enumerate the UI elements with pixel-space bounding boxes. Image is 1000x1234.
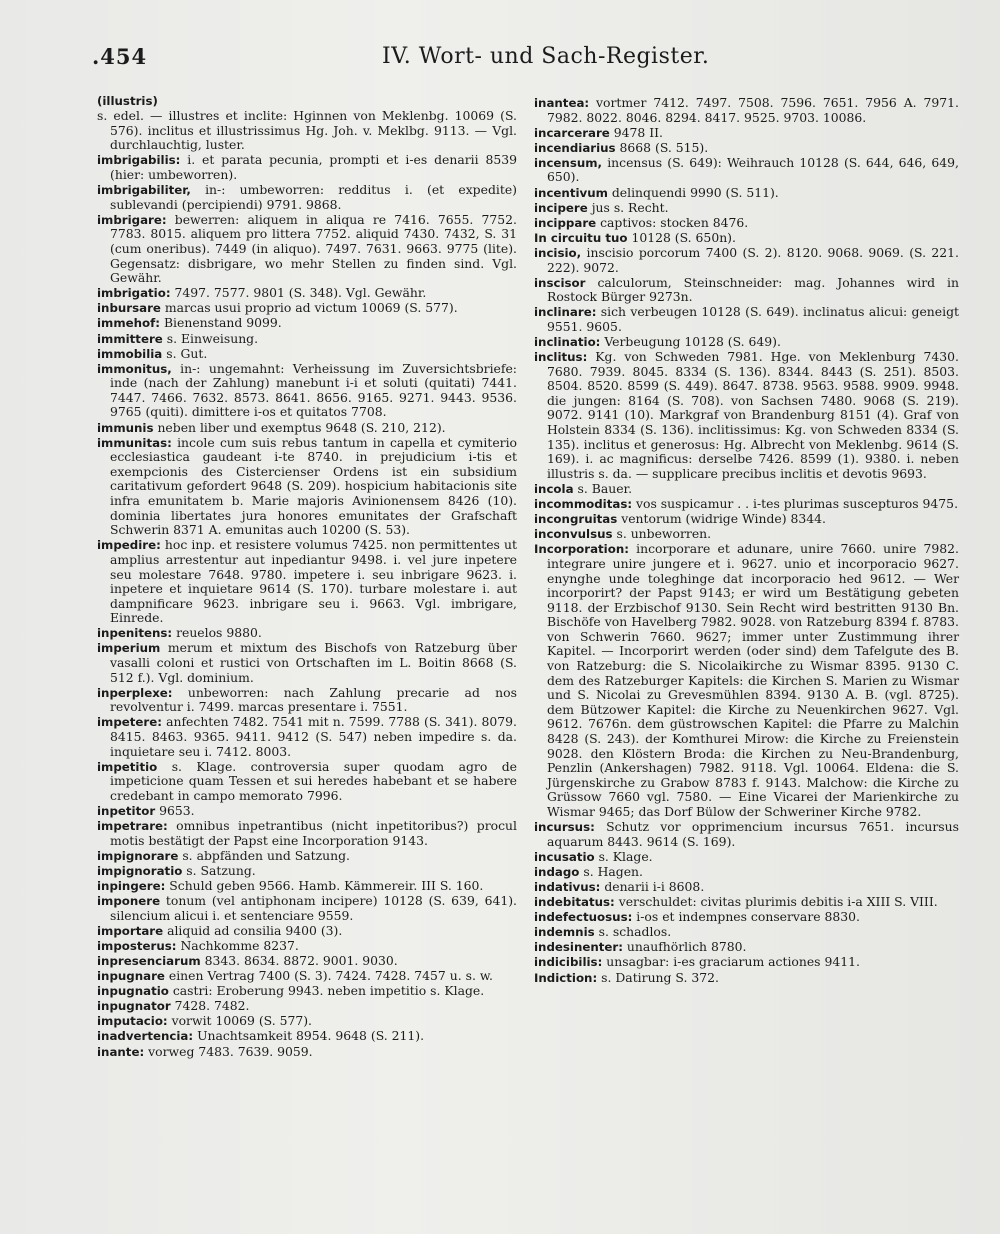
- register-entry: [97, 924, 517, 939]
- register-entry: [534, 126, 959, 141]
- entry-text: i. et parata pecunia, prompti et i-es denarii 8539 (hier: umbeworren).: [110, 152, 517, 182]
- entry-headword: imponere: [97, 894, 161, 909]
- register-entry: [97, 879, 517, 894]
- register-entry: [97, 362, 517, 420]
- entry-headword: inclitus:: [534, 350, 588, 365]
- register-entry: [97, 1045, 517, 1060]
- entry-text: einen Vertrag 7400 (S. 3). 7424. 7428. 7457 u. s. w.: [168, 968, 493, 984]
- entry-headword: inbursare: [97, 301, 161, 316]
- entry-headword: inpetitor: [97, 804, 156, 818]
- register-entry: [97, 939, 517, 954]
- entry-text: vorweg 7483. 7639. 9059.: [148, 1043, 313, 1059]
- register-entry: [97, 954, 517, 969]
- register-entry: [97, 969, 517, 984]
- entry-headword: inconvulsus: [534, 527, 613, 542]
- entry-text: s. Einweisung.: [166, 330, 259, 346]
- entry-headword: inadvertencia:: [97, 1029, 194, 1044]
- entry-text: s. Hagen.: [583, 863, 643, 879]
- entry-headword: immittere: [97, 331, 163, 346]
- register-entry: [534, 971, 959, 986]
- entry-text: 9478 II.: [613, 124, 663, 140]
- entry-text: hoc inp. et resistere volumus 7425. non permittentes ut amplius arrestentur aut inpediantur 9498. i. vel jure inpetere seu molestare 7648. 9780. impetere i. seu inbrigare 9623. i. inpetere et inquietare 9614 (S. 170). turbare molestare i. aut dampnificare 9623. inbrigare seu i. 9663. Vgl. imbrigare, Einrede.: [110, 537, 517, 626]
- register-entry: [97, 686, 517, 715]
- entry-headword: indicibilis:: [534, 955, 603, 970]
- entry-headword: indemnis: [534, 925, 595, 940]
- register-entry: [534, 96, 959, 125]
- entry-headword: incipere: [534, 200, 588, 215]
- entry-text: Schutz vor opprimencium incursus 7651. incursus aquarum 8443. 9614 (S. 169).: [547, 819, 959, 849]
- register-entry: [534, 820, 959, 849]
- register-entry: [97, 894, 517, 923]
- entry-headword: (illustris): [97, 94, 158, 108]
- entry-headword: imbrigabilis:: [97, 153, 181, 168]
- entry-text: denarii i-i 8608.: [604, 878, 705, 894]
- register-entry: [97, 641, 517, 685]
- entry-headword: imbrigare:: [97, 212, 167, 227]
- entry-text: in-: umbeworren: redditus i. (et expedite) sublevandi (percipiendi) 9791. 9868.: [110, 182, 517, 212]
- entry-text: sich verbeugen 10128 (S. 649). inclinatus alicui: geneigt 9551. 9605.: [547, 304, 959, 334]
- entry-text: vortmer 7412. 7497. 7508. 7596. 7651. 7956 A. 7971. 7982. 8022. 8046. 8294. 8417. 9525. 9703. 10086.: [547, 95, 959, 125]
- entry-text: s. Bauer.: [577, 480, 633, 496]
- register-entry: [97, 421, 517, 436]
- register-entry: [97, 804, 517, 819]
- register-entry: [97, 760, 517, 804]
- entry-headword: indebitatus:: [534, 895, 615, 910]
- entry-headword: incommoditas:: [534, 497, 633, 512]
- entry-headword: inpresenciarum: [97, 953, 201, 968]
- entry-headword: incippare: [534, 215, 597, 230]
- entry-text: 8668 (S. 515).: [619, 139, 709, 155]
- register-entry: [97, 1014, 517, 1029]
- entry-text: verschuldet: civitas plurimis debitis i-a XIII S. VIII.: [618, 894, 938, 910]
- entry-text: neben liber und exemptus 9648 (S. 210, 212).: [157, 419, 446, 435]
- entry-headword: incursus:: [534, 820, 595, 835]
- entry-headword: imbrigatio:: [97, 286, 171, 301]
- entry-text: Nachkomme 8237.: [180, 937, 299, 953]
- entry-text: Bienenstand 9099.: [163, 315, 282, 331]
- register-entry: [97, 999, 517, 1014]
- entry-text: unbeworren: nach Zahlung precarie ad nos revolventur i. 7499. marcas presentare i. 7551.: [110, 684, 517, 715]
- register-entry: [534, 880, 959, 895]
- entry-text: incole cum suis rebus tantum in capella et cymiterio ecclesiastica gaudeant i-te 8740. in prejudicium i-tis et exempcionis des Cistercienser Ordens ist ein subsidium caritativum gefordert 9648 (S. 209). hospicium habitacionis site infra emunitatem b. Marie majoris Avinionensem 8426 (10). dominia libertates jura honores emunitates der Grafschaft Schwerin 8371 A. emunitas auch 10200 (S. 53).: [110, 434, 517, 538]
- entry-text: Schuld geben 9566. Hamb. Kämmereir. III S. 160.: [169, 877, 484, 893]
- entry-text: delinquendi 9990 (S. 511).: [611, 184, 779, 200]
- entry-text: merum et mixtum des Bischofs von Ratzeburg über vasalli coloni et rustici von Ortschaften im L. Boitin 8668 (S. 512 f.). Vgl. dominium.: [110, 640, 517, 685]
- register-entry: [534, 940, 959, 955]
- entry-headword: imputacio:: [97, 1014, 168, 1029]
- entry-headword: incola: [534, 481, 574, 496]
- register-entry: [534, 156, 959, 185]
- register-entry: [97, 347, 517, 362]
- entry-headword: impignorare: [97, 848, 179, 863]
- entry-text: tonum (vel antiphonam incipere) 10128 (S. 639, 641). silencium alicui i. et sentenciare 9559.: [110, 893, 517, 923]
- register-entry: [97, 715, 517, 759]
- entry-headword: inpenitens:: [97, 626, 173, 641]
- entry-text: marcas usui proprio ad victum 10069 (S. 577).: [164, 300, 458, 316]
- entry-text: vos suspicamur . . i-tes plurimas suscepturos 9475.: [636, 496, 959, 512]
- entry-headword: incisio,: [534, 245, 582, 260]
- entry-headword: inpugnator: [97, 999, 171, 1014]
- register-entry: [534, 246, 959, 275]
- entry-headword: inpugnare: [97, 969, 165, 984]
- register-entry: [97, 153, 517, 182]
- register-entry: [97, 94, 517, 109]
- entry-text: 7497. 7577. 9801 (S. 348). Vgl. Gewähr.: [174, 285, 427, 301]
- entry-headword: inpingere:: [97, 878, 166, 893]
- entry-text: omnibus inpetrantibus (nicht inpetitoribus?) procul motis bestätigt der Papst eine Incorporation 9143.: [110, 818, 517, 848]
- register-entry: [97, 301, 517, 316]
- right-column: [534, 96, 959, 986]
- register-entry: [534, 910, 959, 925]
- entry-text: incensus (S. 649): Weihrauch 10128 (S. 644, 646, 649, 650).: [547, 154, 959, 185]
- entry-headword: impignoratio: [97, 863, 183, 878]
- entry-text: s. edel. — illustres et inclite: Hginnen von Meklenbg. 10069 (S. 576). inclitus et illustrissimus Hg. Joh. v. Meklbg. 9113. — Vgl. durchlauchtig, luster.: [97, 108, 517, 153]
- entry-text: Kg. von Schweden 7981. Hge. von Meklenburg 7430. 7680. 7939. 8045. 8334 (S. 136). 8344. 8443 (S. 251). 8503. 8504. 8520. 8599 (S. 449). 8647. 8738. 9563. 9588. 9909. 9948. die jungen: 8164 (S. 708). von Sachsen 7480. 9068 (S. 219). 9072. 9141 (10). Markgraf von Brandenburg 8151 (4). Graf von Holstein 8334 (S. 136). inclitissimus: Kg. von Schweden 8334 (S. 135). inclitus et generosus: Hg. Albrecht von Meklenbg. 9614 (S. 169). i. ac magnificus: derselbe 7426. 8599 (1). 9380. i. neben illustris s. da. — supplicare precibus inclitis et devotis 9693.: [547, 349, 959, 481]
- entry-text: castri: Eroberung 9943. neben impetitio s. Klage.: [172, 983, 485, 999]
- entry-text: s. Datirung S. 372.: [601, 969, 719, 985]
- entry-text: ventorum (widrige Winde) 8344.: [621, 511, 826, 527]
- entry-text: reuelos 9880.: [176, 625, 262, 641]
- register-entry: [534, 542, 959, 819]
- entry-text: s. Klage.: [598, 848, 653, 864]
- entry-headword: immobilia: [97, 346, 163, 361]
- entry-headword: immonitus,: [97, 361, 172, 376]
- entry-text: inscisio porcorum 7400 (S. 2). 8120. 9068. 9069. (S. 221. 222). 9072.: [547, 244, 959, 275]
- page-header: [92, 44, 942, 84]
- register-entry: [97, 864, 517, 879]
- entry-headword: incensum,: [534, 155, 603, 170]
- entry-text: s. Klage. controversia super quodam agro de impeticione quam Tessen et sui heredes habebant et se habere credebant in campo memorato 7996.: [110, 758, 517, 803]
- register-entry: [97, 819, 517, 848]
- entry-text: incorporare et adunare, unire 7660. unire 7982. integrare unire jungere et i. 9627. unio et incorporacio 9627. enynghe unde toleghinge dat incorporacio hed 9612. — Wer incorporirt? der Papst 9143; er wird um Bestätigung gebeten 9118. der Erzbischof 9130. Sein Recht wird bestritten 9130 Bn. Bischöfe von Havelberg 7982. 9028. von Ratzeburg 8394 f. 8783. von Schwerin 7660. 9627; immer unter Zustimmung ihrer Kapitel. — Incorporirt werden (oder sind) dem Tafelgute des B. von Ratzeburg: die S. Nicolaikirche zu Wismar 8395. 9130 C. dem des Ratzeburger Kapitels: die Kirchen S. Marien zu Wismar und S. Nicolai zu Grevesmühlen 8394. 9130 A. B. (vgl. 8725). dem Bützower Kapitel: die Kirche zu Neuenkirchen 9627. Vgl. 9612. 7676n. dem güstrowschen Kapitel: die Pfarre zu Malchin 8428 (S. 243). der Komthurei Mirow: die Kirche zu Freienstein 9028. den Klöstern Broda: die Kirchen zu Neu-Brandenburg, Penzlin (Ankershagen) 7982. 9118. Vgl. 10064. Eldena: die S. Jürgenskirche zu Grabow 8783 f. 9143. Malchow: die Kirche zu Grüssow 7660 vgl. 7580. — Eine Vicarei der Marienkirche zu Wismar 9465; das Dorf Bülow der Schweriner Kirche 9782.: [547, 541, 959, 819]
- register-entry: [97, 984, 517, 999]
- register-entry: [97, 436, 517, 538]
- register-entry: [534, 141, 959, 156]
- register-entry: [534, 512, 959, 527]
- entry-headword: impetitio: [97, 759, 158, 774]
- register-entry: [97, 1029, 517, 1044]
- register-entry: [97, 286, 517, 301]
- entry-headword: indefectuosus:: [534, 910, 633, 925]
- entry-text: s. unbeworren.: [616, 526, 712, 542]
- entry-headword: immehof:: [97, 316, 160, 331]
- entry-text: jus s. Recht.: [591, 199, 669, 215]
- entry-headword: incentivum: [534, 185, 608, 200]
- entry-text: 8343. 8634. 8872. 9001. 9030.: [204, 952, 398, 968]
- entry-headword: imperium: [97, 641, 161, 656]
- entry-headword: inscisor: [534, 275, 586, 290]
- entry-text: s. schadlos.: [598, 924, 672, 940]
- entry-text: captivos: stocken 8476.: [600, 214, 749, 230]
- register-entry: [534, 497, 959, 512]
- entry-headword: inpugnatio: [97, 984, 169, 999]
- register-entry: [534, 527, 959, 542]
- register-entry: [534, 925, 959, 940]
- left-column: [97, 94, 517, 1060]
- register-entry: [534, 216, 959, 231]
- register-entry: [534, 201, 959, 216]
- entry-text: Unachtsamkeit 8954. 9648 (S. 211).: [197, 1028, 425, 1044]
- register-entry: [534, 186, 959, 201]
- entry-headword: In circuitu tuo: [534, 230, 628, 245]
- entry-headword: Indiction:: [534, 970, 598, 985]
- entry-headword: inante:: [97, 1044, 145, 1059]
- entry-headword: incarcerare: [534, 125, 610, 140]
- entry-headword: indesinenter:: [534, 940, 623, 955]
- entry-text: s. Gut.: [166, 345, 208, 361]
- entry-text: anfechten 7482. 7541 mit n. 7599. 7788 (S. 341). 8079. 8415. 8463. 9365. 9411. 9412 (S. 547) neben impedire s. da. inquietare seu i. 7412. 8003.: [110, 714, 517, 759]
- entry-text: unaufhörlich 8780.: [626, 939, 747, 955]
- entry-text: i-os et indempnes conservare 8830.: [636, 909, 860, 925]
- entry-headword: importare: [97, 923, 164, 938]
- entry-headword: indago: [534, 864, 580, 879]
- register-entry: [97, 626, 517, 641]
- entry-headword: inclinare:: [534, 305, 597, 320]
- register-entry: [97, 183, 517, 212]
- register-entry: [534, 305, 959, 334]
- register-entry: [97, 538, 517, 626]
- entry-headword: imbrigabiliter,: [97, 183, 191, 198]
- register-entry: [534, 350, 959, 481]
- register-entry: [534, 231, 959, 246]
- entry-text: s. abpfänden und Satzung.: [182, 847, 350, 863]
- entry-text: unsagbar: i-es graciarum actiones 9411.: [606, 954, 860, 970]
- entry-text: bewerren: aliquem in aliqua re 7416. 7655. 7752. 7783. 8015. aliquem pro littera 7752. aliquid 7430. 7432, S. 31 (cum oneribus). 7449 (in aliquo). 7497. 7631. 9663. 9775 (lite). Gegensatz: disbrigare, wo mehr Stellen zu finden sind. Vgl. Gewähr.: [110, 211, 517, 286]
- page-number: .454: [92, 44, 148, 69]
- entry-headword: inantea:: [534, 96, 590, 110]
- entry-text: vorwit 10069 (S. 577).: [171, 1013, 312, 1029]
- entry-text: aliquid ad consilia 9400 (3).: [167, 922, 343, 938]
- entry-headword: inperplexe:: [97, 685, 173, 700]
- entry-headword: impetrare:: [97, 819, 168, 834]
- entry-text: Verbeugung 10128 (S. 649).: [604, 334, 781, 349]
- entry-headword: incendiarius: [534, 140, 616, 155]
- register-entry: [97, 109, 517, 153]
- entry-headword: incusatio: [534, 849, 595, 864]
- register-entry: [97, 213, 517, 286]
- entry-text: s. Satzung.: [186, 862, 256, 878]
- register-entry: [534, 865, 959, 880]
- register-entry: [534, 276, 959, 305]
- register-entry: [534, 335, 959, 350]
- entry-text: 7428. 7482.: [174, 998, 250, 1014]
- entry-headword: immunis: [97, 420, 154, 435]
- entry-headword: inclinatio:: [534, 335, 601, 349]
- entry-headword: Incorporation:: [534, 542, 629, 557]
- entry-headword: impetere:: [97, 715, 162, 730]
- entry-headword: indativus:: [534, 879, 601, 894]
- register-entry: [534, 955, 959, 970]
- register-entry: [534, 482, 959, 497]
- entry-headword: impedire:: [97, 538, 161, 553]
- entry-text: 10128 (S. 650n).: [631, 229, 736, 245]
- register-entry: [534, 850, 959, 865]
- entry-headword: immunitas:: [97, 435, 172, 450]
- register-entry: [97, 332, 517, 347]
- register-entry: [97, 849, 517, 864]
- entry-headword: incongruitas: [534, 512, 618, 527]
- entry-text: 9653.: [159, 803, 195, 818]
- register-entry: [97, 316, 517, 331]
- page-title: IV. Wort- und Sach-Register.: [382, 44, 710, 69]
- register-entry: [534, 895, 959, 910]
- entry-text: calculorum, Steinschneider: mag. Johannes wird in Rostock Bürger 9273n.: [547, 274, 959, 305]
- entry-headword: imposterus:: [97, 938, 177, 953]
- entry-text: in-: ungemahnt: Verheissung im Zuversichtsbriefe: inde (nach der Zahlung) manebunt i-i et soluti (quitati) 7441. 7447. 7466. 7632. 8573. 8641. 8656. 9165. 9271. 9443. 9536. 9765 (quiti). dimittere i-os et quitatos 7708.: [110, 360, 517, 420]
